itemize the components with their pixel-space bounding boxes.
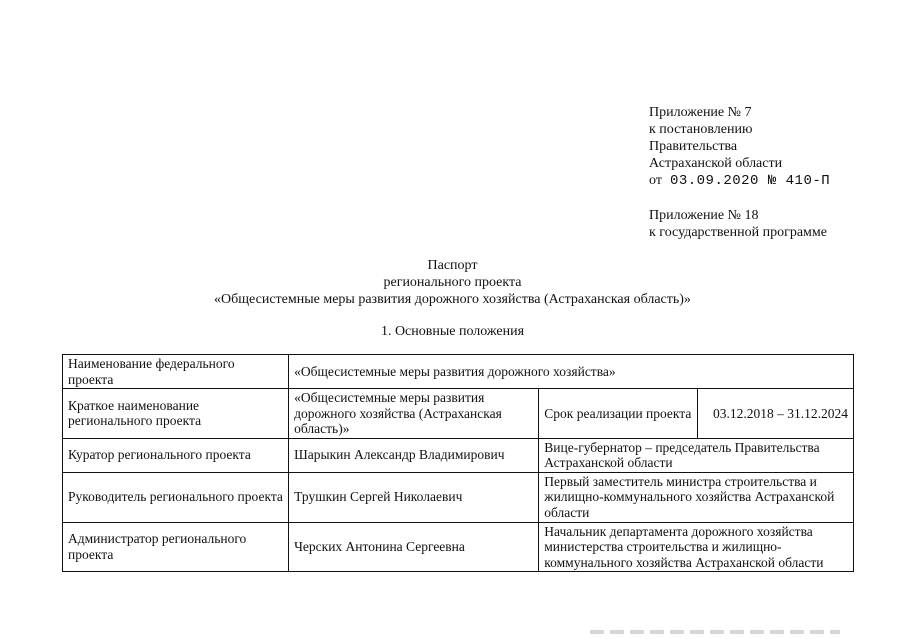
table-row-short-name	[63, 389, 854, 439]
head-label: Руководитель регионального проекта	[63, 472, 289, 522]
administrator-position: Начальник департамента дорожного хозяйства министерства строительства и жилищно-коммунального хозяйства Астраханской области	[539, 522, 854, 572]
federal-project-value: «Общесистемные меры развития дорожного хозяйства»	[289, 355, 854, 389]
table-row-head	[63, 472, 854, 522]
appendix-7-region: Астраханской области	[649, 156, 783, 171]
curator-position: Вице-губернатор – председатель Правительства Астраханской области	[539, 438, 854, 472]
table-row-curator	[63, 438, 854, 472]
title-line-regional-project: регионального проекта	[383, 275, 522, 290]
appendix-18-block	[649, 207, 827, 241]
appendix-18-number: Приложение № 18	[649, 208, 759, 223]
table-row-administrator	[63, 522, 854, 572]
appendix-7-number: Приложение № 7	[649, 105, 752, 120]
appendix-7-date-prefix: от	[649, 173, 662, 188]
appendix-7-government: Правительства	[649, 139, 738, 154]
passport-title	[0, 257, 905, 308]
term-label: Срок реализации проекта	[539, 389, 697, 439]
short-name-value: «Общесистемные меры развития дорожного хозяйства (Астраханская область)»	[289, 389, 539, 439]
head-person: Трушкин Сергей Николаевич	[289, 472, 539, 522]
section-heading: 1. Основные положения	[380, 324, 525, 339]
administrator-label: Администратор регионального проекта	[63, 522, 289, 572]
federal-project-label: Наименование федерального проекта	[63, 355, 289, 389]
title-line-project-name: «Общесистемные меры развития дорожного хозяйства (Астраханская область)»	[214, 292, 691, 307]
scan-artifact	[590, 630, 840, 634]
curator-label: Куратор регионального проекта	[63, 438, 289, 472]
short-name-label: Краткое наименование регионального проекта	[63, 389, 289, 439]
head-position: Первый заместитель министра строительства и жилищно-коммунального хозяйства Астраханской области	[539, 472, 854, 522]
appendix-18-program: к государственной программе	[649, 225, 827, 240]
appendix-7-block	[649, 104, 830, 190]
curator-person: Шарыкин Александр Владимирович	[289, 438, 539, 472]
passport-table	[62, 354, 854, 572]
appendix-7-decree: к постановлению	[649, 122, 753, 137]
appendix-7-date-stamp: 03.09.2020 № 410-П	[669, 173, 831, 189]
title-line-passport: Паспорт	[427, 258, 478, 273]
administrator-person: Черских Антонина Сергеевна	[289, 522, 539, 572]
table-row-federal-project	[63, 355, 854, 389]
appendix-7-date-line	[649, 172, 830, 190]
term-value: 03.12.2018 – 31.12.2024	[697, 389, 853, 439]
